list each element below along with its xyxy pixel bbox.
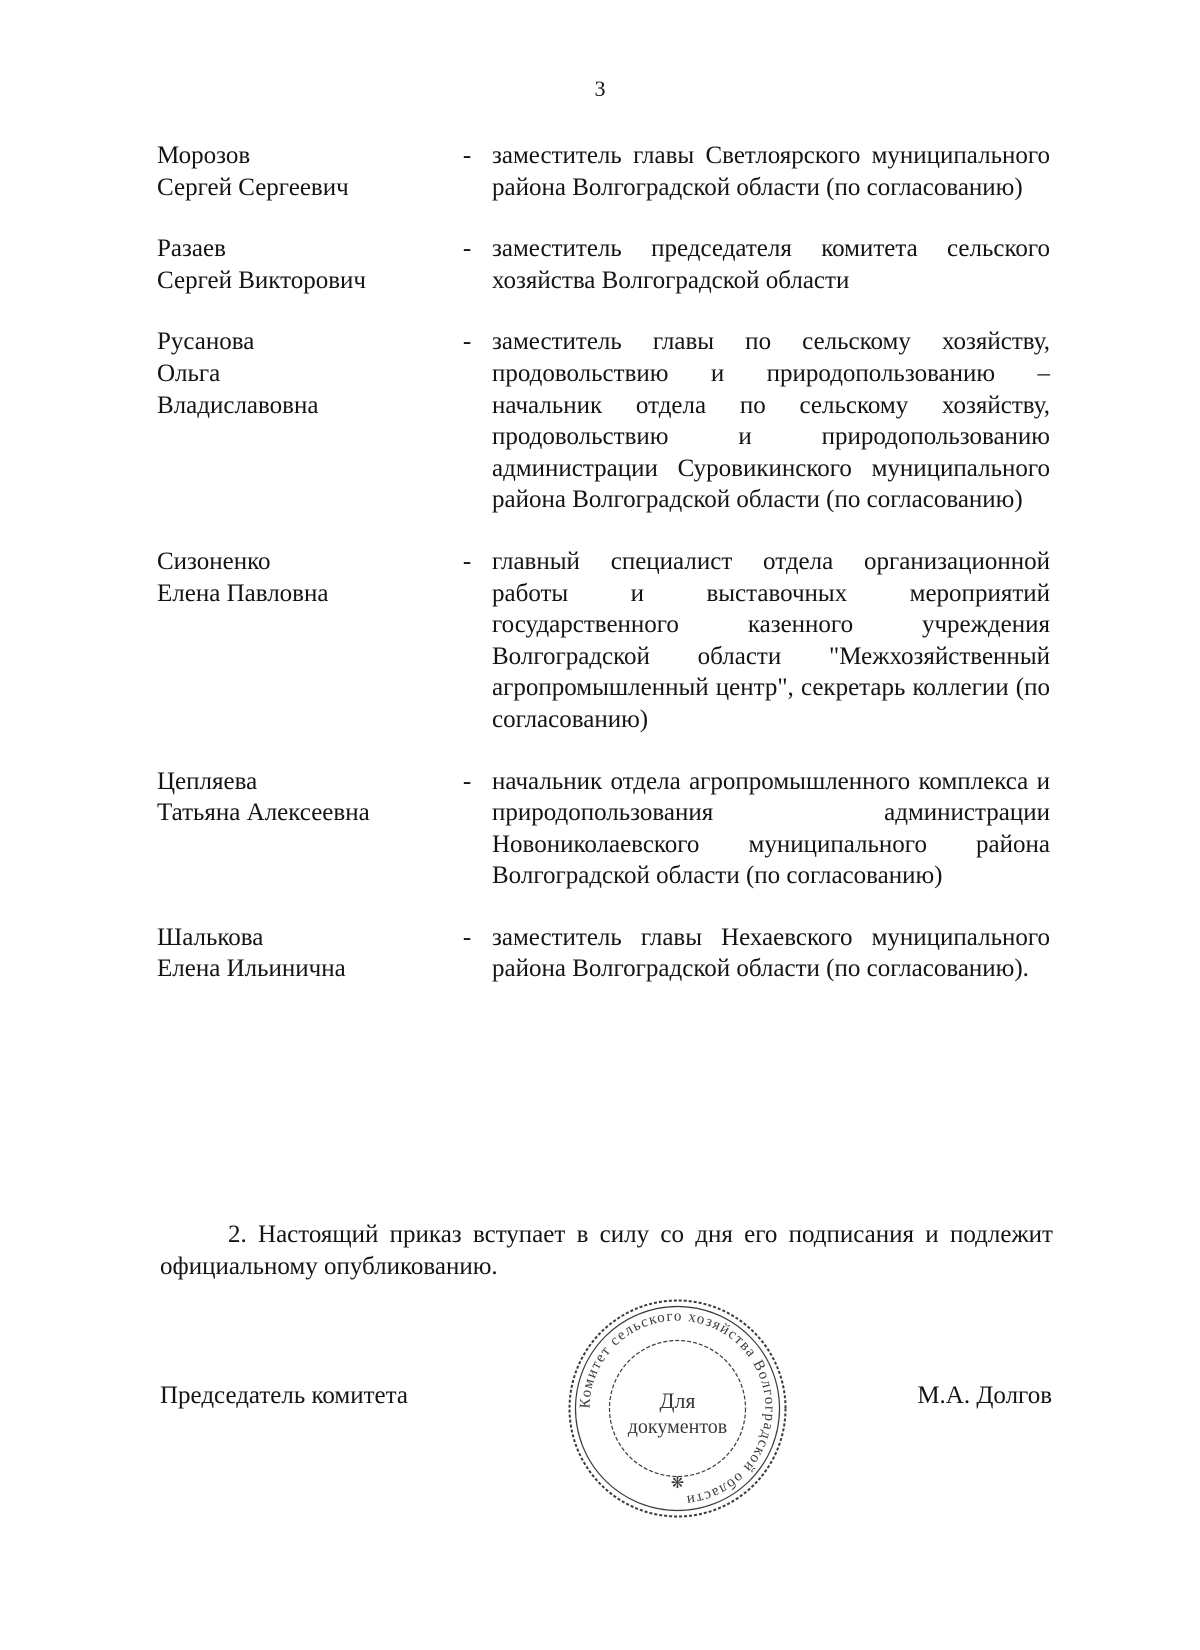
member-list (157, 140, 1050, 1015)
member-name (157, 922, 442, 985)
official-seal (565, 1296, 790, 1521)
seal-ring-text: Комитет сельского хозяйства Волгоградской области (577, 1308, 778, 1509)
signatory-name: М.А. Долгов (917, 1382, 1052, 1409)
member-role: заместитель главы Нехаевского муниципального района Волгоградской области (по согласованию). (492, 923, 1050, 983)
member-name (157, 326, 442, 421)
seal-center-line-1: Для (659, 1388, 696, 1413)
seal-graphic (565, 1296, 790, 1521)
member-surname: Русанова (157, 328, 255, 356)
member-name (157, 766, 442, 829)
member-role: главный специалист отдела организационной работы и выставочных мероприятий государственного казенного учреждения Волгоградской области "Межхозяйственный агропромышленный центр", секретарь коллегии (по согласованию) (492, 547, 1050, 733)
member-surname: Шалькова (157, 923, 264, 951)
member-given-name: Елена Ильинична (157, 955, 346, 983)
member-entry (157, 922, 1050, 985)
member-entry (157, 140, 1050, 203)
member-given-name: Сергей Сергеевич (157, 173, 349, 201)
member-dash: - (462, 328, 472, 356)
member-surname: Цепляева (157, 767, 258, 795)
member-entry (157, 766, 1050, 892)
member-name (157, 546, 442, 609)
member-surname: Разаев (157, 235, 226, 263)
member-role: заместитель главы Светлоярского муниципального района Волгоградской области (по согласованию) (492, 142, 1050, 201)
member-given-name: Ольга (157, 359, 221, 387)
member-dash: - (462, 923, 472, 951)
member-entry (157, 326, 1050, 516)
seal-center-line-2: документов (627, 1416, 728, 1438)
member-dash: - (462, 235, 472, 263)
member-patronymic: Владиславовна (157, 391, 319, 419)
member-role: заместитель председателя комитета сельского хозяйства Волгоградской области (492, 235, 1050, 294)
member-entry (157, 546, 1050, 736)
member-surname: Сизоненко (157, 547, 271, 575)
member-given-name: Татьяна Алексеевна (157, 799, 370, 827)
page-number: 3 (594, 76, 606, 101)
member-dash: - (462, 142, 472, 169)
member-dash: - (462, 767, 472, 795)
seal-star-icon: ❋ (670, 1475, 685, 1492)
member-entry (157, 233, 1050, 296)
member-name (157, 233, 442, 296)
member-name (157, 140, 442, 203)
member-surname: Морозов (157, 142, 251, 169)
member-dash: - (462, 547, 472, 575)
member-role: заместитель главы по сельскому хозяйству, продовольствию и природопользованию – начальник отдела по сельскому хозяйству, продовольствию и природопользованию администрации Суровикинского муниципального района Волгоградской области (по согласованию) (492, 328, 1050, 514)
signatory-title: Председатель комитета (160, 1382, 408, 1409)
member-given-name: Сергей Викторович (157, 266, 366, 294)
member-role: начальник отдела агропромышленного комплекса и природопользования администрации Новониколаевского муниципального района Волгоградской области (по согласованию) (492, 767, 1050, 890)
member-given-name: Елена Павловна (157, 579, 329, 607)
effective-clause: 2. Настоящий приказ вступает в силу со дня его подписания и подлежит официальному опубликованию. (160, 1221, 1053, 1280)
